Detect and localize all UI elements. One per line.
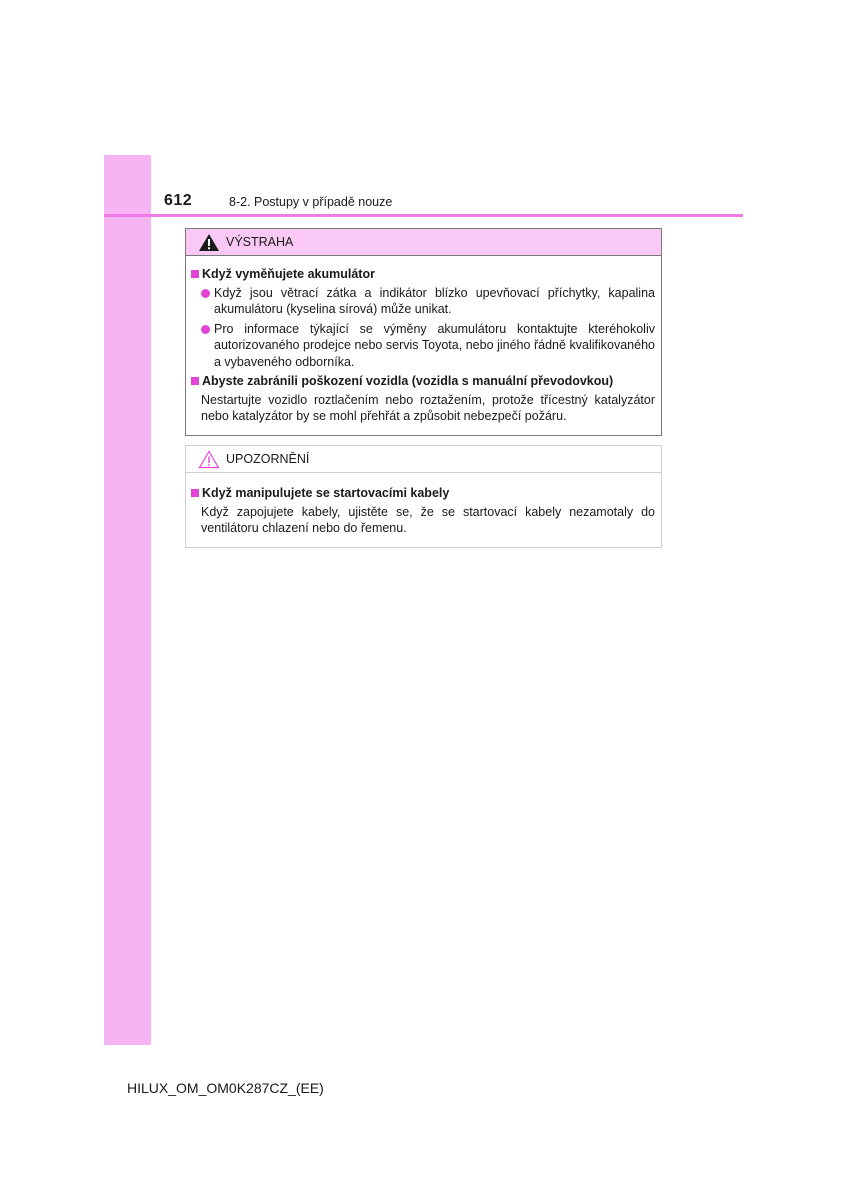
warning-item-text: Nestartujte vozidlo roztlačením nebo roztažením, protože třícestný katalyzátor nebo katalyzátor by se mohl přehřát a způsobit nebezpečí požáru. [201,392,655,423]
list-item: Pro informace týkající se výměny akumulátoru kontaktujte kteréhokoliv autorizovaného prodejce nebo servis Toyota, nebo jiného řádně kvalifikovaného a vybaveného odborníka. [201,321,655,371]
warning-item-heading: Když vyměňujete akumulátor [191,266,655,283]
warning-item-heading: Abyste zabránili poškození vozidla (vozidla s manuální převodovkou) [191,373,655,390]
header-rule [104,214,743,217]
warning-title: VÝSTRAHA [226,235,294,249]
warning-triangle-icon [198,233,220,252]
square-bullet-icon [191,270,199,278]
page-number: 612 [164,192,193,209]
section-title: 8-2. Postupy v případě nouze [229,195,393,209]
caution-triangle-icon [198,450,220,469]
list-item: Když jsou větrací zátka a indikátor blízko upevňovací příchytky, kapalina akumulátoru (kyselina sírová) může unikat. [201,285,655,318]
warning-header [186,229,661,256]
caution-item-heading: Když manipulujete se startovacími kabely [191,485,655,502]
caution-header [186,446,661,473]
square-bullet-icon [191,489,199,497]
square-bullet-icon [191,377,199,385]
caution-box [185,445,662,548]
warning-box [185,228,662,436]
chapter-side-tab [104,155,151,1045]
caution-item-text: Když zapojujete kabely, ujistěte se, že se startovací kabely nezamotaly do ventilátoru chlazení nebo do řemenu. [201,504,655,535]
caution-title: UPOZORNĚNÍ [226,452,310,466]
document-code: HILUX_OM_OM0K287CZ_(EE) [127,1080,324,1096]
round-bullet-icon [201,325,210,334]
round-bullet-icon [201,289,210,298]
